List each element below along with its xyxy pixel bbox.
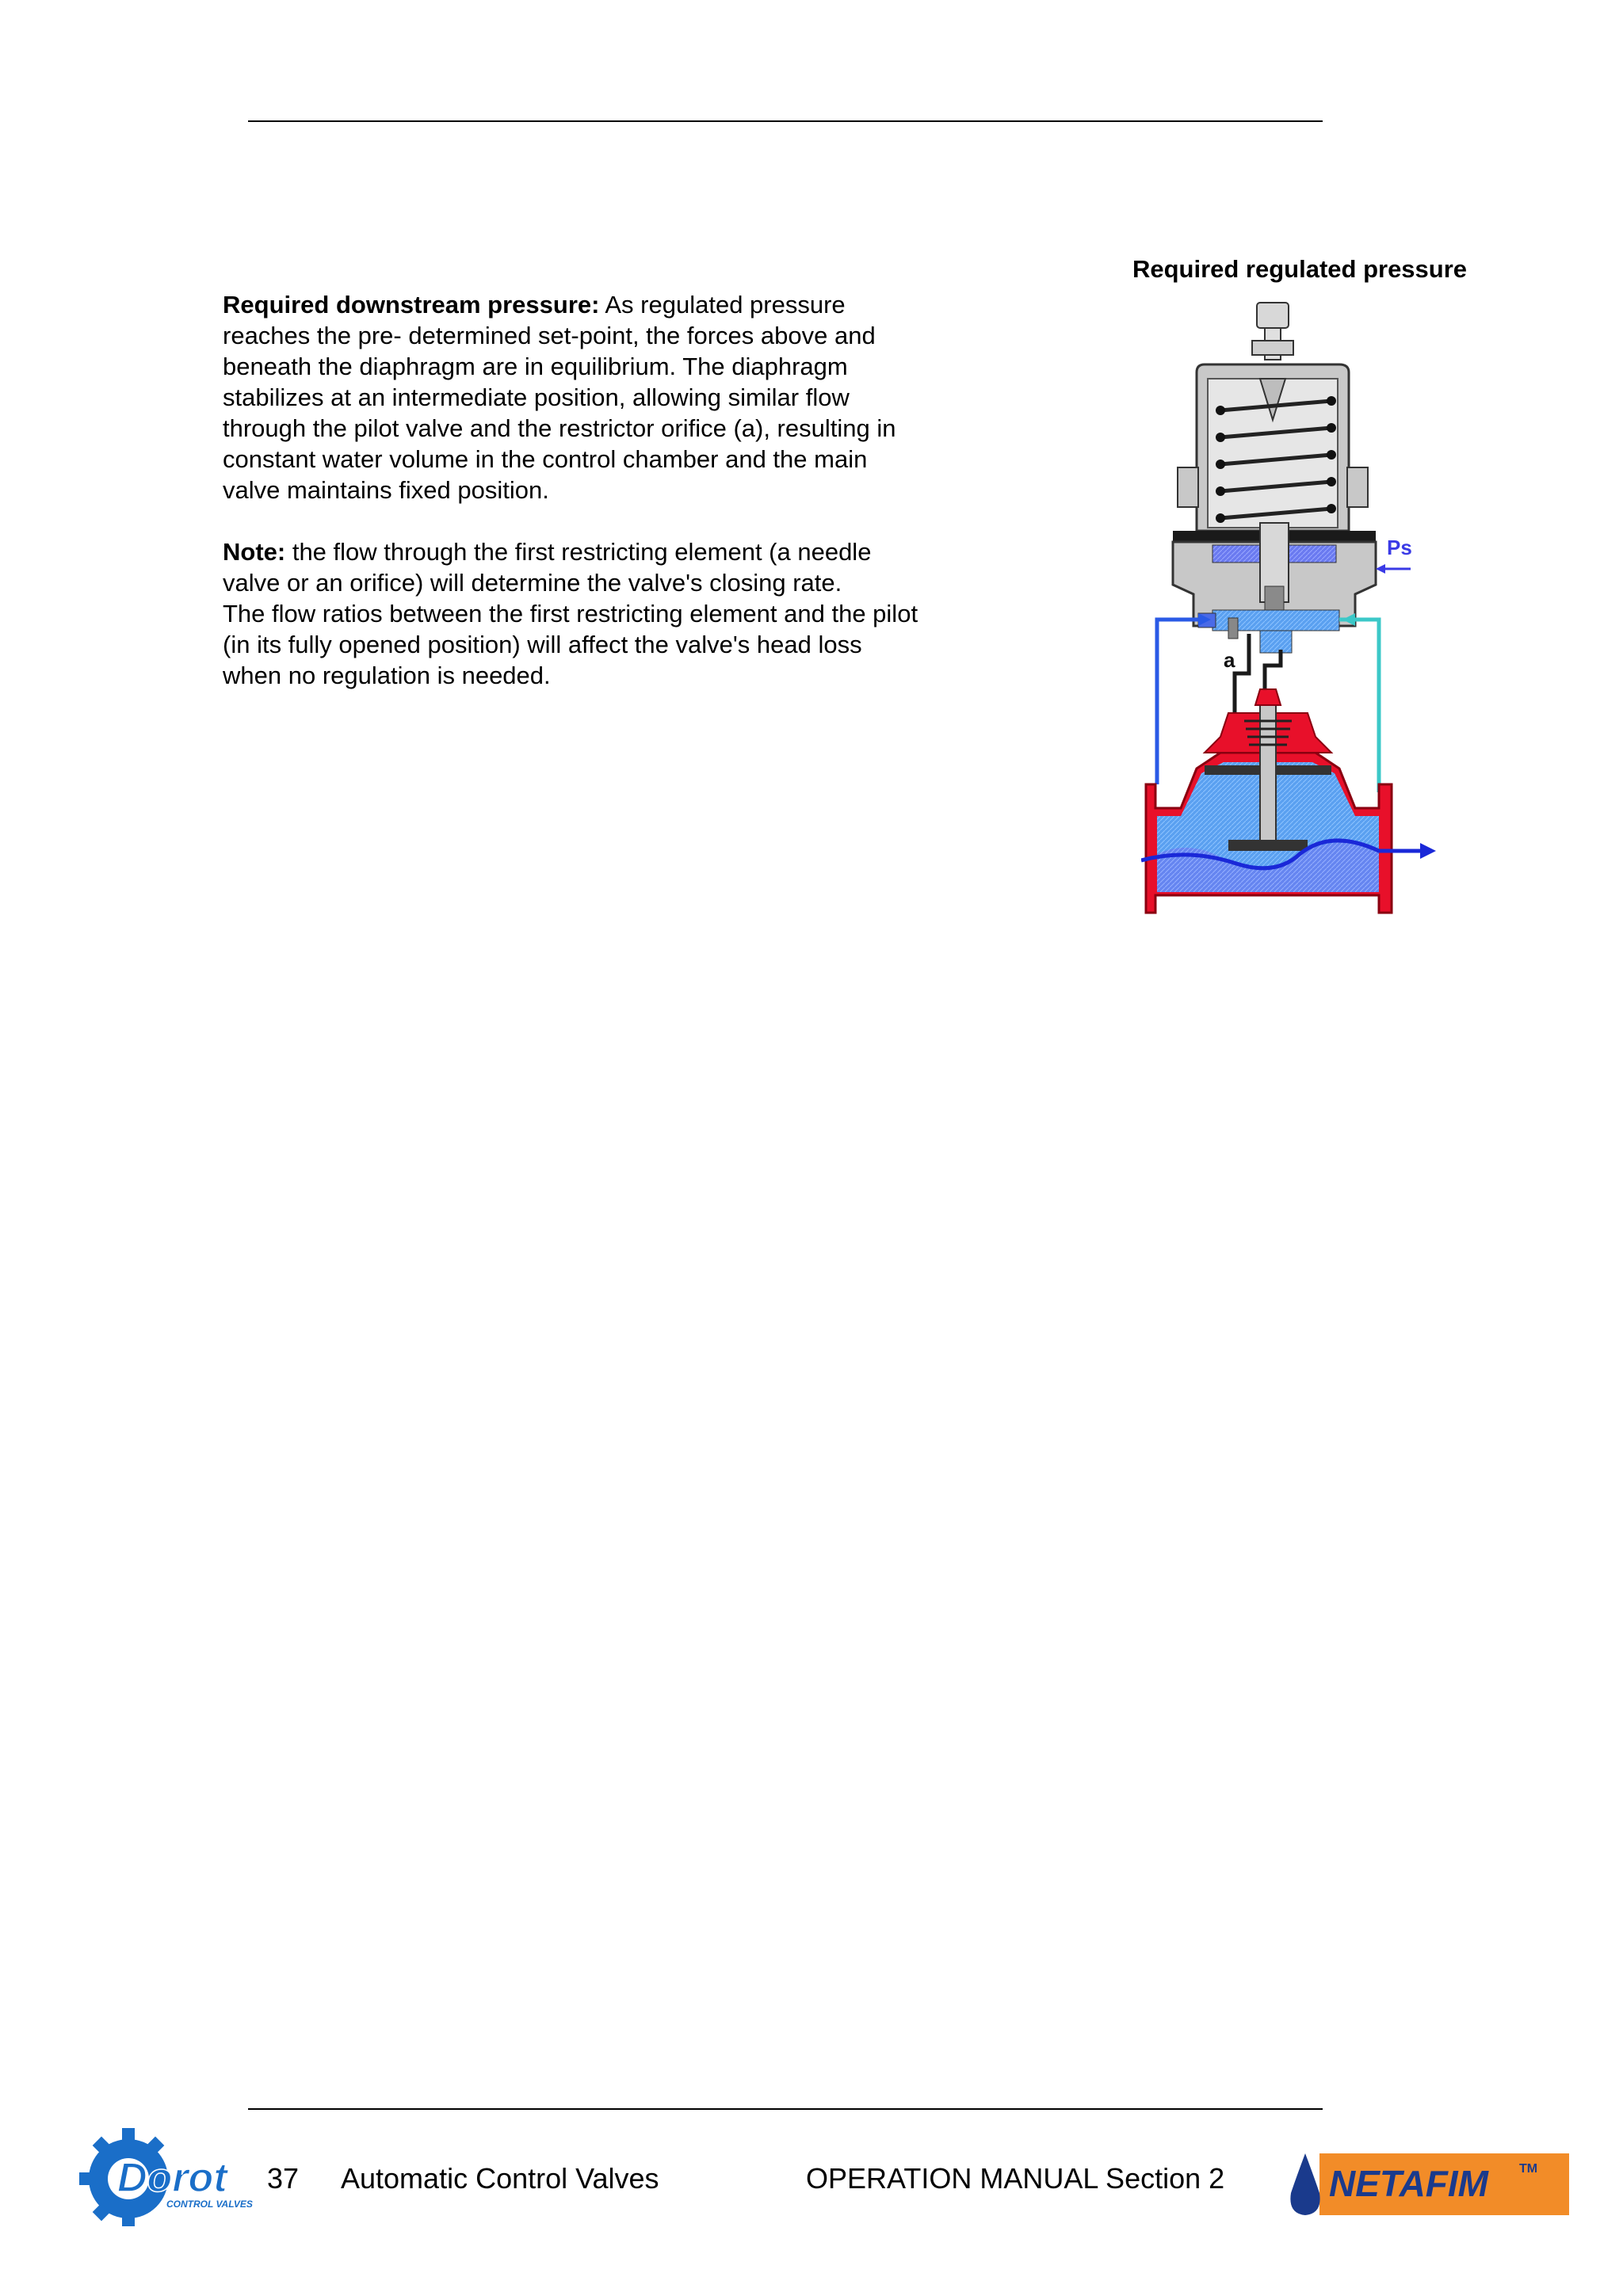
paragraph-note: [223, 536, 920, 598]
netafim-logo-text: NETAFIM: [1329, 2163, 1489, 2204]
note-heading: Note:: [223, 538, 286, 566]
footer-title-left: Automatic Control Valves: [341, 2162, 659, 2195]
page-number: 37: [267, 2162, 300, 2195]
header-rule: [248, 120, 1323, 122]
netafim-logo: [1288, 2149, 1569, 2220]
note-text: the flow through the first restricting element (a needle valve or an orifice) will determine the valve's closing rate.: [223, 538, 872, 597]
paragraph-text: As regulated pressure reaches the pre- determined set-point, the forces above and beneath the diaphragm are in equilibrium. The diaphragm stabilizes at an intermediate position, allowing similar flow through the pilot valve and the restrictor orifice (a), resulting in constant water volume in the control chamber and the main valve maintains fixed position.: [223, 291, 896, 504]
pilot-adjust-screw: [1252, 303, 1293, 360]
paragraph-heading: Required downstream pressure:: [223, 291, 600, 318]
valve-diagram: [1141, 293, 1458, 927]
netafim-tm: TM: [1519, 2162, 1538, 2176]
body-text: [223, 289, 920, 691]
footer-title-right: OPERATION MANUAL Section 2: [806, 2162, 1225, 2195]
paragraph-downstream-pressure: [223, 289, 920, 505]
dorot-logo: [79, 2123, 262, 2226]
dorot-logo-text: Dorot: [117, 2155, 227, 2201]
pilot-bonnet: [1178, 364, 1368, 531]
pilot-body: [1173, 523, 1376, 653]
ps-arrow: [1376, 564, 1411, 574]
water-drop-icon: [1290, 2153, 1319, 2215]
figure-title: Required regulated pressure: [1132, 255, 1468, 283]
orifice-label-a: a: [1224, 648, 1235, 672]
dorot-logo-subtext: CONTROL VALVES: [166, 2199, 253, 2210]
footer-rule: [248, 2108, 1323, 2110]
main-valve: [1146, 689, 1392, 913]
flow-arrow: [1420, 843, 1436, 859]
paragraph-flow-ratios: The flow ratios between the first restricting element and the pilot (in its fully opened position) will affect the valve's head loss when no regulation is needed.: [223, 600, 918, 689]
ps-label: Ps: [1387, 536, 1412, 559]
